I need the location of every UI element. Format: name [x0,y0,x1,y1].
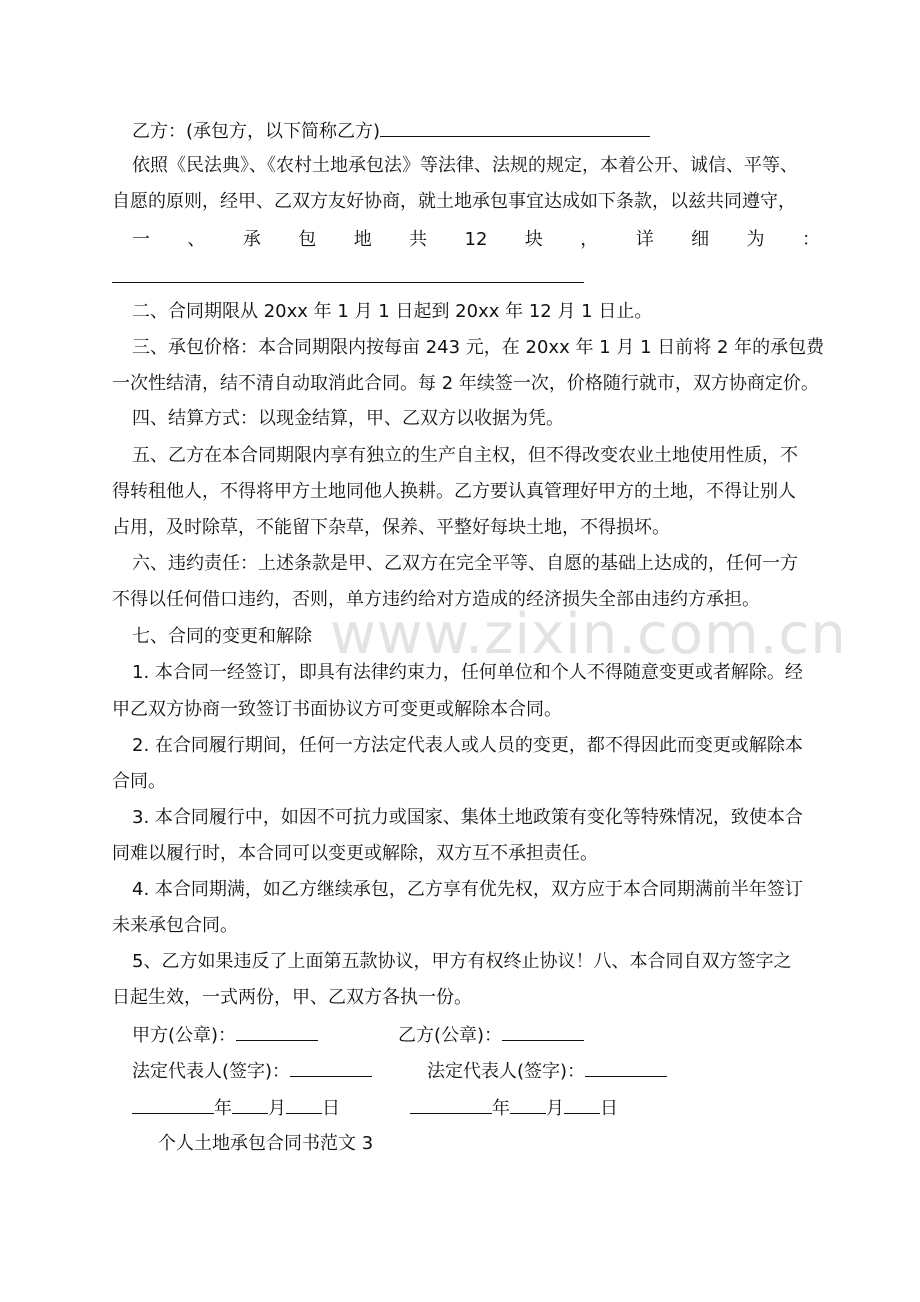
item-2-line-2: 合同。 [112,771,166,792]
watermark: www.zixin.com.cn [330,602,847,667]
clause-5-line-1: 五、乙方在本合同期限内享有独立的生产自主权，但不得改变农业土地使用性质，不 [132,445,798,466]
clause-1-part: 承 [242,229,261,250]
item-1-line-2: 甲乙双方协商一致签订书面协议方可变更或解除本合同。 [112,699,562,720]
clause-1-part: 共 [409,229,428,250]
rep-b-blank [585,1058,667,1077]
party-a-seal-blank [236,1022,318,1041]
party-a-seal: 甲方(公章)： [132,1022,318,1049]
clause-2: 二、合同期限从 20xx 年 1 月 1 日起到 20xx 年 12 月 1 日止。 [132,301,653,322]
clause-6-line-1: 六、违约责任：上述条款是甲、乙双方在完全平等、自愿的基础上达成的，任何一方 [132,553,798,574]
clause-4: 四、结算方式：以现金结算，甲、乙双方以收据为凭。 [132,408,564,429]
clause-5-line-3: 占用，及时除草，不能留下杂草，保养、平整好每块土地，不得损坏。 [112,517,670,538]
clause-5-line-2: 得转租他人，不得将甲方土地同他人换耕。乙方要认真管理好甲方的土地，不得让别人 [112,481,796,502]
party-b-line: 乙方：(承包方，以下简称乙方) [132,118,832,145]
clause-1-part: 为 [746,229,765,250]
item-2-line-1: 2. 在合同履行期间，任何一方法定代表人或人员的变更，都不得因此而变更或解除本 [132,735,803,756]
next-section-title: 个人土地承包合同书范文 3 [158,1133,374,1154]
clause-1-part: ： [801,229,820,250]
clause-1-spread-line [132,227,820,253]
clause-3-line-2: 一次性结清，结不清自动取消此合同。每 2 年续签一次，价格随行就市，双方协商定价。 [112,373,819,394]
clause-1-part: 12 [464,229,488,250]
item-4-line-2: 未来承包合同。 [112,915,238,936]
rep-a-blank [290,1058,372,1077]
clause-1-part: 详 [635,229,654,250]
party-b-seal-blank [502,1022,584,1041]
item-5-line-2: 日起生效，一式两份，甲、乙双方各执一份。 [112,987,472,1008]
clause-3-line-1: 三、承包价格：本合同期限内按每亩 243 元，在 20xx 年 1 月 1 日前将 2 年的承包费 [132,337,825,358]
clause-6-line-2: 不得以任何借口违约，否则，单方违约给对方造成的经济损失全部由违约方承担。 [112,589,760,610]
intro-line-1: 依照《民法典》、《农村土地承包法》等法律、法规的规定，本着公开、诚信、平等、 [132,155,798,176]
rep-b-signature: 法定代表人(签字)： [427,1058,667,1085]
clause-1-part: 地 [353,229,372,250]
rep-a-signature: 法定代表人(签字)： [132,1058,372,1085]
intro-line-2: 自愿的原则，经甲、乙双方友好协商，就土地承包事宜达成如下条款，以兹共同遵守， [112,191,796,212]
clause-1-part: ， [580,229,599,250]
item-1-line-1: 1. 本合同一经签订，即具有法律约束力，任何单位和个人不得随意变更或者解除。经 [132,662,803,683]
item-3-line-2: 同难以履行时，本合同可以变更或解除，双方互不承担责任。 [112,843,598,864]
item-5-line-1: 5、乙方如果违反了上面第五款协议，甲方有权终止协议！八、本合同自双方签字之 [132,951,792,972]
clause-1-part: 块 [524,229,543,250]
clause-7-heading: 七、合同的变更和解除 [132,626,312,647]
party-b-seal: 乙方(公章)： [398,1022,584,1049]
clause-1-blank [112,282,584,283]
item-3-line-1: 3. 本合同履行中，如因不可抗力或国家、集体土地政策有变化等特殊情况，致使本合 [132,807,803,828]
clause-1-part: 一 [132,229,150,250]
clause-1-part: 包 [298,229,317,250]
item-4-line-1: 4. 本合同期满，如乙方继续承包，乙方享有优先权，双方应于本合同期满前半年签订 [132,879,803,900]
clause-1-part: 细 [691,229,710,250]
clause-1-part: 、 [187,229,206,250]
date-b: 年 月 日 [410,1095,618,1122]
date-a: 年 月 日 [132,1095,340,1122]
party-b-blank [380,118,650,137]
